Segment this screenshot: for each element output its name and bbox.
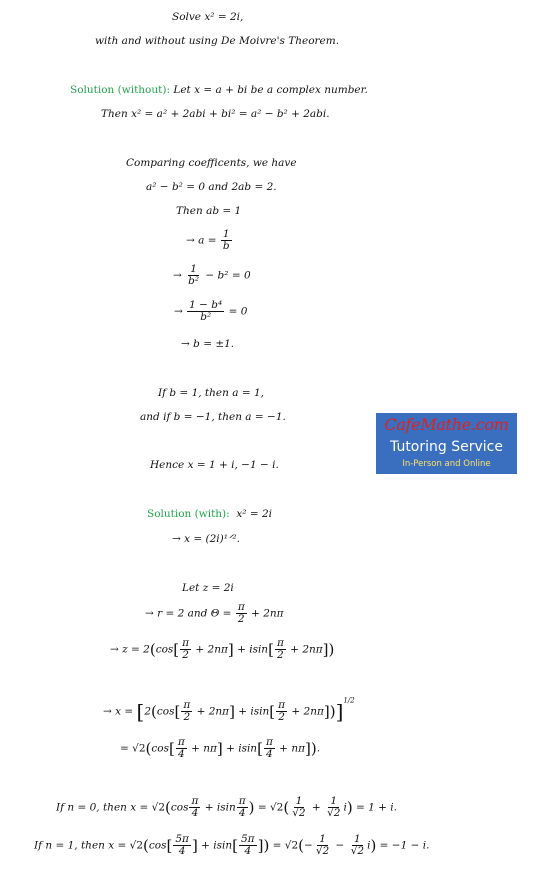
without-label: Solution (without): [70,84,170,96]
system-line: a² − b² = 0 and 2ab = 2. [146,181,277,193]
n1-line: If n = 1, then x = √2(cos[ $\frac{5\pi}{4}$ ] + isin[ $\frac{5\pi}{4}$ ]) = √2(− $\frac{1}{√2}$ − $\frac{1}{√2}$ i) = −1 − i. [34,833,430,857]
with-equation: x² = 2i [236,508,273,520]
ab-line: Then ab = 1 [176,205,242,217]
b-pm-line: → b = ±1. [181,338,235,350]
substitution-line: → $\frac{1}{\text{b²}}$ − b² = 0 [173,263,251,287]
logo-subtitle: In-Person and Online [402,459,491,469]
with-solution-line [147,507,272,521]
with-label: Solution (with): [147,508,230,520]
hence-line: Hence x = 1 + i, −1 − i. [150,459,279,471]
x-simplified-line: = √2(cos[ $\frac{\pi}{4}$ + nπ] + isin[ $\frac{\pi}{4}$ + nπ]). [120,736,321,760]
logo-brand: CafeMathe.com [384,415,509,434]
x-power-line: → x = [2(cos[ $\frac{\pi}{2}$ + 2nπ] + isin[ $\frac{\pi}{2}$ + 2nπ])]$^{1/2}$ [103,696,355,724]
cafemathe-logo [376,413,517,474]
a-equals-line: → a = $\frac{1}{b}$ [186,228,230,252]
fraction-line: → $\frac{\text{1 − b⁴}}{\text{b²}}$ = 0 [174,299,248,323]
n0-line: If n = 0, then x = √2(cos $\frac{\pi}{4}$ + isin $\frac{\pi}{4}$ ) = √2( $\frac{1}{√2}$ + $\frac{1}{√2}$ i) = 1 + i. [56,795,397,819]
case2-line: and if b = −1, then a = −1. [140,411,286,423]
case1-line: If b = 1, then a = 1, [158,387,264,399]
without-solution-line [70,83,368,97]
logo-service: Tutoring Service [390,439,503,455]
compare-line: Comparing coefficents, we have [126,157,297,169]
root-line: → x = (2i)¹ᐟ². [172,533,240,545]
problem-statement: Solve x² = 2i, [172,11,244,23]
let-z-line: Let z = 2i [182,582,234,594]
problem-instruction: with and without using De Moivre's Theorem. [95,35,340,47]
z-polar-line: → z = 2(cos[ $\frac{\pi}{2}$ + 2nπ] + isin[ $\frac{\pi}{2}$ + 2nπ]) [110,637,335,661]
without-intro: Let x = a + bi be a complex number. [173,84,368,96]
polar-line: → r = 2 and Θ = $\frac{\pi}{2}$ + 2nπ [145,601,284,625]
expansion-line: Then x² = a² + 2abi + bi² = a² − b² + 2abi. [101,108,330,120]
